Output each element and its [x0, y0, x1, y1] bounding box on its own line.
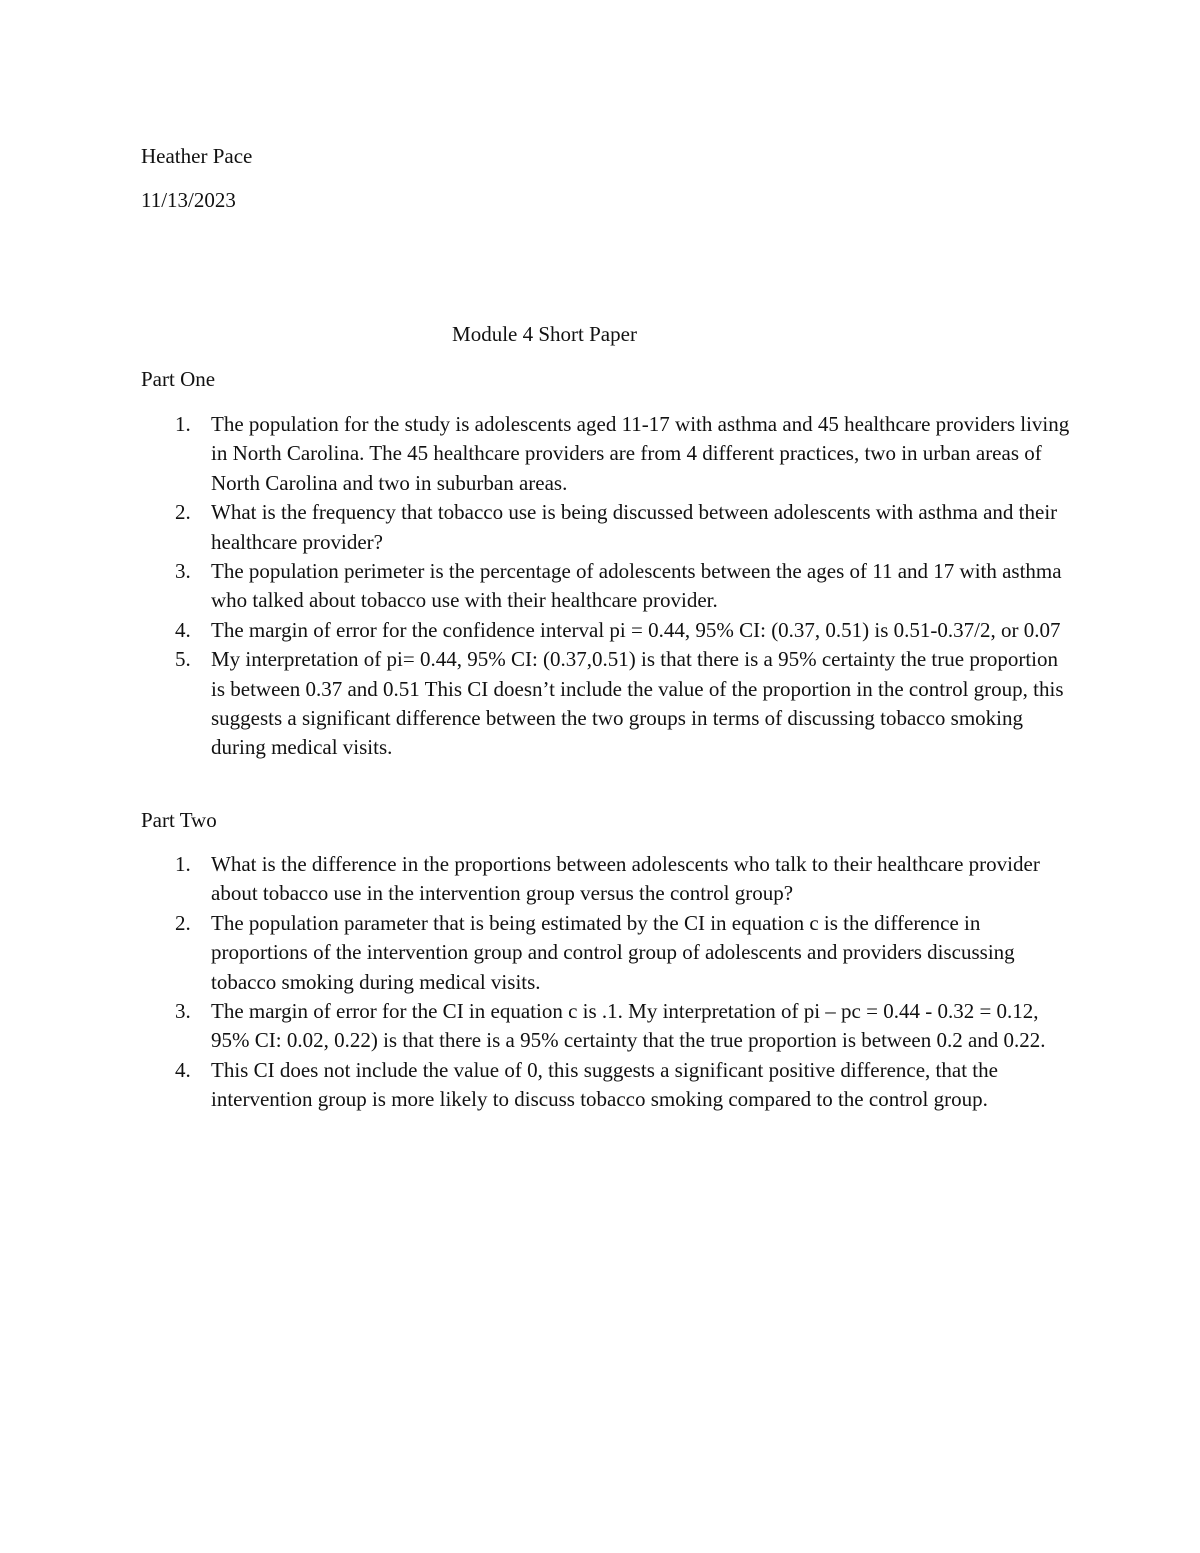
- list-item-text: What is the frequency that tobacco use is being discussed between adolescents with asthma and their healthcare provider?: [211, 500, 1058, 554]
- list-item-text: What is the difference in the proportions between adolescents who talk to their healthcare provider about tobacco use in the intervention group versus the control group?: [211, 852, 1040, 906]
- list-item-number: 5.: [175, 647, 191, 672]
- list-item-text: My interpretation of pi= 0.44, 95% CI: (0.37,0.51) is that there is a 95% certainty the true proportion is between 0.37 and 0.51 This CI doesn’t include the value of the proportion in the control group, this suggests a significant difference between the two groups in terms of discussing tobacco smoking during medical visits.: [211, 647, 1064, 760]
- list-item-number: 4.: [175, 617, 191, 642]
- part-one-heading: Part One: [141, 367, 216, 391]
- list-item-number: 1.: [175, 412, 191, 436]
- page-title: Module 4 Short Paper: [452, 322, 637, 346]
- list-item: [0, 909, 1071, 997]
- list-item-number: 1.: [175, 852, 191, 876]
- list-item: [0, 1056, 1071, 1115]
- list-item: [0, 645, 1071, 763]
- list-item-text: The population for the study is adolescents aged 11-17 with asthma and 45 healthcare providers living in North Carolina. The 45 healthcare providers are from 4 different practices, two in urban areas of North Carolina and two in suburban areas.: [211, 412, 1070, 495]
- list-item-number: 4.: [175, 1057, 191, 1082]
- list-item: [0, 498, 1071, 557]
- list-item: [0, 557, 1071, 616]
- author-name: Heather Pace: [141, 144, 253, 168]
- list-item: [0, 997, 1071, 1056]
- part-two-heading: Part Two: [141, 808, 217, 832]
- list-item-text: The margin of error for the CI in equation c is .1. My interpretation of pi – pc = 0.44 - 0.32 = 0.12, 95% CI: 0.02, 0.22) is that there is a 95% certainty that the true proportion is between 0.2 and 0.22.: [211, 999, 1046, 1053]
- list-item-number: 3.: [175, 999, 191, 1024]
- part-one-list: [0, 410, 1200, 763]
- list-item: [0, 616, 1071, 645]
- document-date: 11/13/2023: [141, 188, 236, 212]
- list-item-number: 2.: [175, 910, 191, 935]
- list-item: [0, 850, 1071, 909]
- list-item: [0, 410, 1071, 498]
- part-two-list: [0, 850, 1200, 1115]
- list-item-number: 2.: [175, 500, 191, 525]
- list-item-text: This CI does not include the value of 0, this suggests a significant positive difference, that the intervention group is more likely to discuss tobacco smoking compared to the control group.: [211, 1057, 998, 1112]
- list-item-text: The population parameter that is being estimated by the CI in equation c is the difference in proportions of the intervention group and control group of adolescents and providers discussing tobacco smoking during medical visits.: [211, 910, 1015, 994]
- list-item-text: The population perimeter is the percentage of adolescents between the ages of 11 and 17 with asthma who talked about tobacco use with their healthcare provider.: [211, 559, 1062, 613]
- list-item-number: 3.: [175, 559, 191, 584]
- list-item-text: The margin of error for the confidence interval pi = 0.44, 95% CI: (0.37, 0.51) is 0.51-0.37/2, or 0.07: [211, 617, 1061, 642]
